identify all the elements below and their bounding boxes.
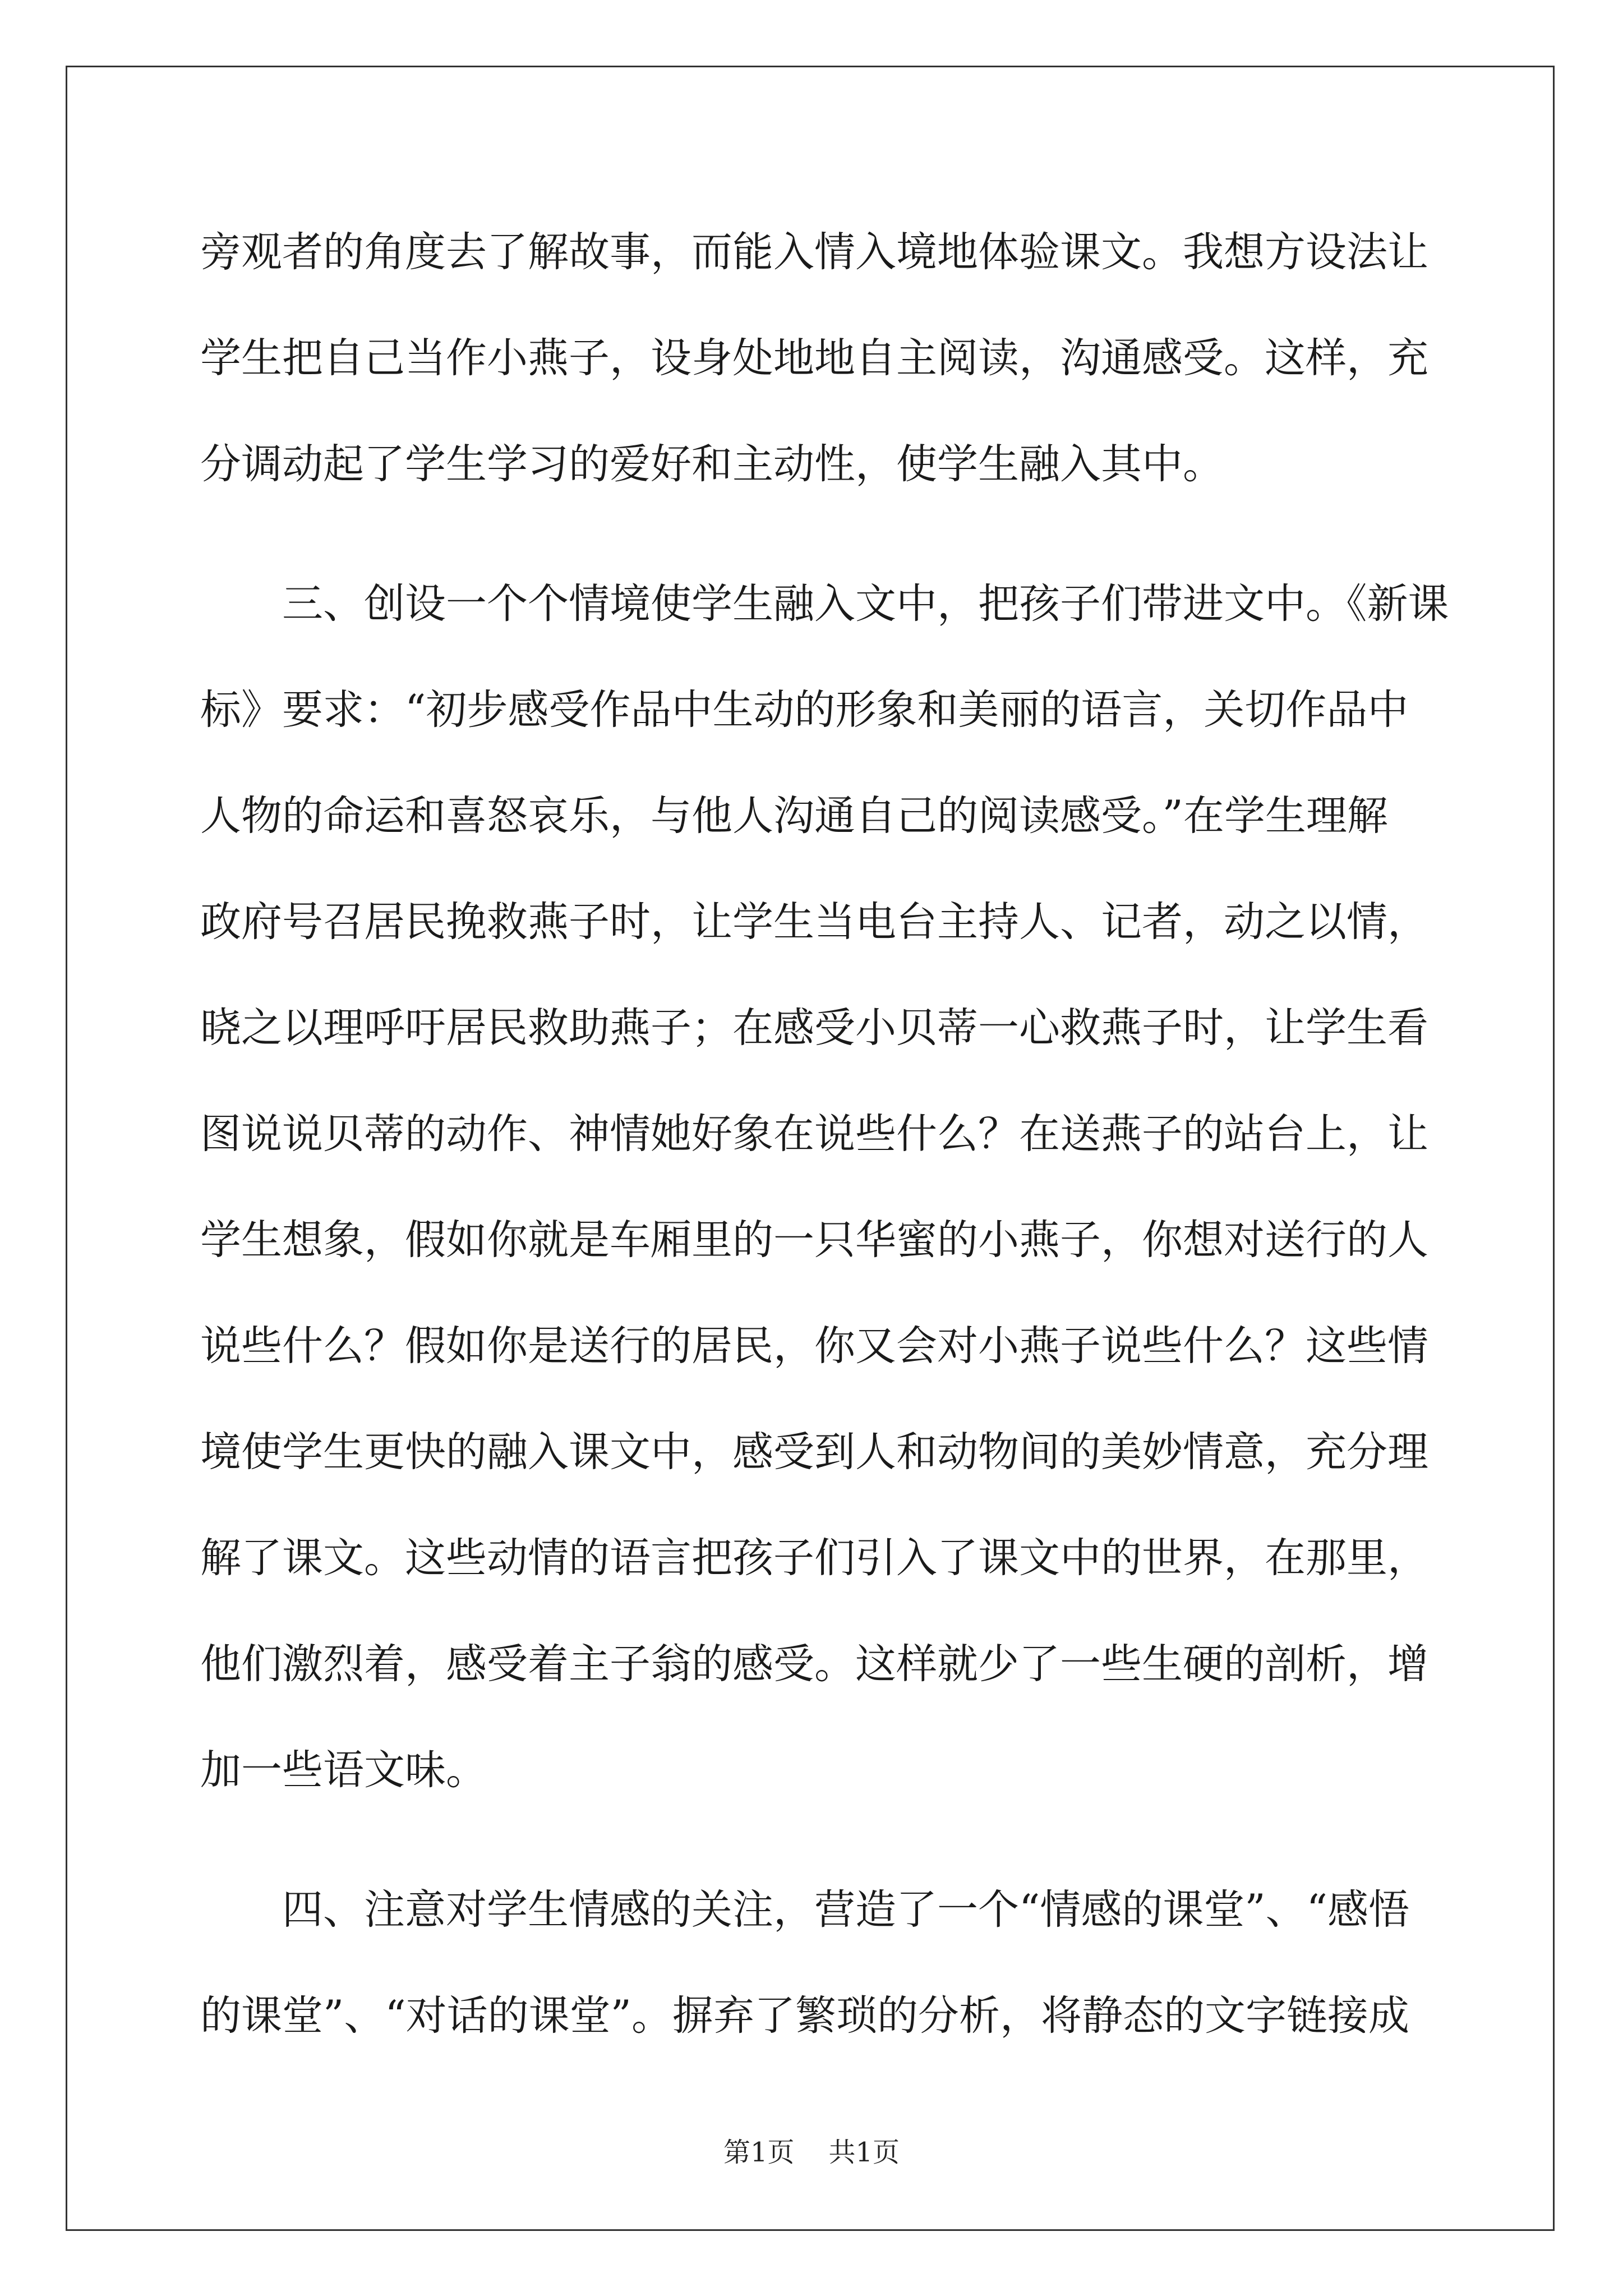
text-line: 学生把自己当作小燕子，设身处地地自主阅读，沟通感受。这样，充 [200, 334, 1428, 382]
paragraph-gap [200, 1843, 1428, 1876]
text-line: 学生想象，假如你就是车厢里的一只华蜜的小燕子，你想对送行的人 [200, 1216, 1428, 1264]
paragraph-gap [200, 537, 1428, 570]
text-line: 图说说贝蒂的动作、神情她好象在说些什么？在送燕子的站台上，让 [200, 1110, 1428, 1158]
text-line: 晓之以理呼吁居民救助燕子；在感受小贝蒂一心救燕子时，让学生看 [200, 1004, 1428, 1052]
text-line: 政府号召居民挽救燕子时，让学生当电台主持人、记者，动之以情， [200, 898, 1428, 946]
text-line: 境使学生更快的融入课文中，感受到人和动物间的美妙情意，充分理 [200, 1428, 1428, 1476]
page-footer: 第1页 共1页 [723, 2137, 900, 2168]
text-line: 说些什么？假如你是送行的居民，你又会对小燕子说些什么？这些情 [200, 1322, 1428, 1370]
text-line: 四、注意对学生情感的关注，营造了一个“情感的课堂”、“感悟 [200, 1886, 1409, 1934]
text-line: 三、创设一个个情境使学生融入文中，把孩子们带进文中。《新课 [200, 580, 1449, 628]
text-line: 标》要求：“初步感受作品中生动的形象和美丽的语言，关切作品中 [200, 686, 1409, 734]
document-body [200, 219, 1449, 2088]
text-line: 旁观者的角度去了解故事，而能入情入境地体验课文。我想方设法让 [200, 228, 1428, 276]
text-line: 加一些语文味。 [200, 1746, 487, 1794]
text-line: 分调动起了学生学习的爱好和主动性，使学生融入其中。 [200, 440, 1224, 488]
text-line: 他们激烈着，感受着主子翁的感受。这样就少了一些生硬的剖析，增 [200, 1640, 1428, 1688]
text-line: 解了课文。这些动情的语言把孩子们引入了课文中的世界，在那里， [200, 1534, 1428, 1582]
text-line: 人物的命运和喜怒哀乐，与他人沟通自己的阅读感受。”在学生理解 [200, 792, 1388, 840]
text-line: 的课堂”、“对话的课堂”。摒弃了繁琐的分析，将静态的文字链接成 [200, 1992, 1409, 2040]
